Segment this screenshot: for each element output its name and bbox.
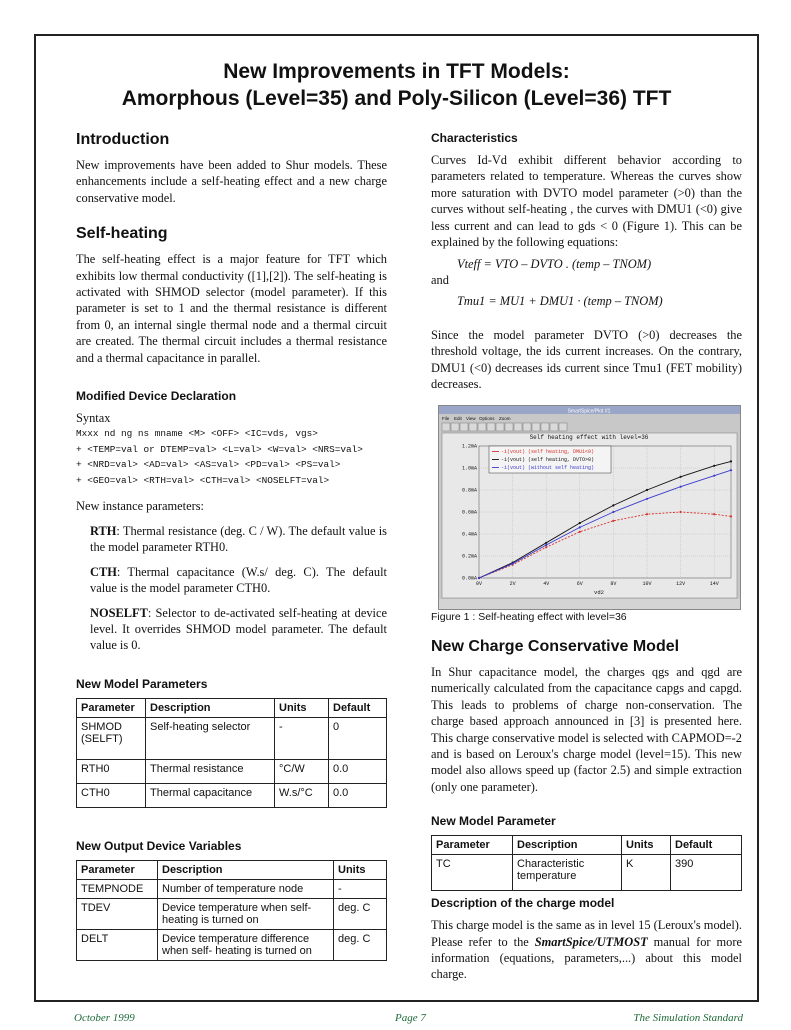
output-vars-table bbox=[76, 860, 387, 961]
legend bbox=[492, 449, 594, 471]
figure-svg bbox=[439, 406, 740, 609]
table-cell: - bbox=[334, 879, 387, 898]
y-tick-label: 0.0mA bbox=[461, 575, 477, 582]
page-title bbox=[34, 58, 759, 112]
series-point bbox=[545, 544, 547, 546]
table-cell: 390 bbox=[671, 855, 742, 891]
table-row bbox=[77, 879, 387, 898]
charge-desc-heading: Description of the charge model bbox=[431, 896, 615, 911]
series-point bbox=[646, 498, 648, 500]
table-cell: deg. C bbox=[334, 898, 387, 929]
param-cth-name: CTH bbox=[90, 564, 117, 579]
charge-model-text: In Shur capacitance model, the charges qgs and qgd are numerically calculated from the capacitance capgs and capgd. This leads to problems of charge non-conservation. The charge based approach announced in [3] is presented here. This charge conservative model is selected with CAPMOD=-2 and is based on Leroux's charge model (level=15). This new model also allows speed up (factor 2.5) and simple extraction (only one parameter). bbox=[431, 665, 742, 794]
toolbar-button[interactable] bbox=[496, 423, 504, 431]
table-row bbox=[77, 929, 387, 960]
series-point bbox=[680, 476, 682, 478]
y-tick-label: 0.4mA bbox=[461, 531, 477, 538]
table-cell: 0.0 bbox=[329, 783, 387, 807]
table-cell: 0.0 bbox=[329, 759, 387, 783]
toolbar-button[interactable] bbox=[460, 423, 468, 431]
series-point bbox=[730, 515, 732, 517]
table-cell: K bbox=[622, 855, 671, 891]
characteristics-text-2: Since the model parameter DVTO (>0) decreases the threshold voltage, the ids current increases. On the contrary, DMU1 (<0) decreases ids current since Tmu1 (FET mobility) decreases. bbox=[431, 327, 742, 392]
param-cth-text: : Thermal capacitance (W.s/ deg. C). The default value is the model parameter CTH0. bbox=[90, 564, 387, 596]
footer-publication: The Simulation Standard bbox=[633, 1012, 743, 1024]
series-point bbox=[730, 469, 732, 471]
th-parameter: Parameter bbox=[77, 860, 158, 879]
figure-caption: Figure 1 : Self-heating effect with level=36 bbox=[431, 611, 627, 623]
charge-model-heading: New Charge Conservative Model bbox=[431, 638, 680, 655]
selfheating-text: The self-heating effect is a major feature for TFT which exhibits low thermal conductivity ([1],[2]). The self-heating is activated with SHMOD selector (model parameter). If this parameter is set to 1 and the thermal resistance is different from 0, an internal single thermal node and a thermal circuit are created. The thermal circuit includes a thermal resistance and a thermal capacitance in parallel. bbox=[76, 252, 387, 365]
declaration-heading: Modified Device Declaration bbox=[76, 389, 237, 404]
param-rth-name: RTH bbox=[90, 523, 117, 538]
y-tick-label: 0.8mA bbox=[461, 487, 477, 494]
toolbar-button[interactable] bbox=[469, 423, 477, 431]
toolbar-button[interactable] bbox=[559, 423, 567, 431]
table-row bbox=[432, 855, 742, 891]
th-description: Description bbox=[146, 698, 275, 717]
y-tick-label: 1.0mA bbox=[461, 465, 477, 472]
menu-bar bbox=[442, 416, 511, 421]
x-tick-label: 14V bbox=[709, 581, 719, 587]
toolbar-button[interactable] bbox=[532, 423, 540, 431]
footer-page: Page 7 bbox=[395, 1012, 426, 1024]
equation-and: and bbox=[431, 273, 449, 288]
syntax-line-2: + <TEMP=val or DTEMP=val> <L=val> <W=val> <NRS=val> bbox=[76, 443, 363, 455]
series-point bbox=[579, 522, 581, 524]
figure-window bbox=[438, 405, 741, 610]
series-point bbox=[713, 465, 715, 467]
table-cell: Characteristic temperature bbox=[513, 855, 622, 891]
table-header-row bbox=[77, 860, 387, 879]
table-cell: DELT bbox=[77, 929, 158, 960]
intro-heading: Introduction bbox=[76, 131, 170, 148]
table-cell: TC bbox=[432, 855, 513, 891]
toolbar-button[interactable] bbox=[523, 423, 531, 431]
x-tick-label: 2V bbox=[509, 581, 516, 587]
y-tick-label: 0.2mA bbox=[461, 553, 477, 560]
charge-desc-manual: SmartSpice/UTMOST bbox=[534, 934, 648, 949]
param-noselft-name: NOSELFT bbox=[90, 605, 148, 620]
series-point bbox=[545, 546, 547, 548]
toolbar bbox=[442, 423, 567, 431]
table-cell: RTH0 bbox=[77, 759, 146, 783]
legend-entry: -i(vout) (without self heating) bbox=[501, 465, 595, 471]
charge-desc-text-a: This charge model is the same as in level 15 (Leroux's model). Please refer to the bbox=[431, 918, 742, 949]
param-rth-text: : Thermal resistance (deg. C / W). The default value is the model parameter RTH0. bbox=[90, 523, 387, 555]
series-point bbox=[680, 511, 682, 513]
instance-label: New instance parameters: bbox=[76, 499, 204, 514]
th-units: Units bbox=[334, 860, 387, 879]
y-tick-label: 1.2mA bbox=[461, 443, 477, 450]
right-column-lower bbox=[431, 611, 742, 983]
table-cell: 0 bbox=[329, 717, 387, 759]
param-noselft-text: : Selector to de-activated self-heating at device level. It overrides SHMOD model parameter. The default value is 0. bbox=[90, 605, 387, 653]
table-cell: SHMOD (SELFT) bbox=[77, 717, 146, 759]
table-cell: CTH0 bbox=[77, 783, 146, 807]
toolbar-button[interactable] bbox=[478, 423, 486, 431]
toolbar-button[interactable] bbox=[505, 423, 513, 431]
syntax-line-3: + <NRD=val> <AD=val> <AS=val> <PD=val> <PS=val> bbox=[76, 459, 341, 471]
series-point bbox=[612, 520, 614, 522]
syntax-label: Syntax bbox=[76, 411, 111, 426]
table-cell: Number of temperature node bbox=[158, 879, 334, 898]
toolbar-button[interactable] bbox=[541, 423, 549, 431]
table-cell: TEMPNODE bbox=[77, 879, 158, 898]
model-params-heading: New Model Parameters bbox=[76, 676, 208, 691]
syntax-line-1: Mxxx nd ng ns mname <M> <OFF> <IC=vds, vgs> bbox=[76, 428, 318, 440]
series-point bbox=[646, 489, 648, 491]
charge-desc-text-b: manual for more information (equations, parameters,...) about this model charge. bbox=[431, 934, 743, 982]
table-header-row bbox=[432, 836, 742, 855]
y-tick-label: 0.6mA bbox=[461, 509, 477, 516]
window-title: SmartSpice/Plot #1 bbox=[567, 408, 611, 415]
table-cell: Device temperature difference when self- heating is turned on bbox=[158, 929, 334, 960]
table-header-row bbox=[77, 698, 387, 717]
intro-text: New improvements have been added to Shur models. These enhancements include a self-heating effect and a new charge conservative model. bbox=[76, 158, 387, 205]
param-cth bbox=[76, 564, 387, 597]
equation-2: Tmu1 = MU1 + DMU1 · (temp – TNOM) bbox=[457, 293, 663, 308]
param-rth bbox=[76, 523, 387, 556]
th-description: Description bbox=[513, 836, 622, 855]
right-column bbox=[431, 130, 742, 392]
equation-1: Vteff = VTO – DVTO . (temp – TNOM) bbox=[457, 257, 652, 272]
menu-file[interactable]: File bbox=[442, 416, 450, 421]
charge-desc-text bbox=[431, 917, 742, 983]
footer-date: October 1999 bbox=[74, 1012, 135, 1024]
table-cell: - bbox=[275, 717, 329, 759]
legend-entry: -i(vout) (self heating, DVTO>0) bbox=[501, 457, 595, 463]
menu-options[interactable]: Options bbox=[479, 416, 495, 421]
table-row bbox=[77, 898, 387, 929]
series-point bbox=[713, 475, 715, 477]
table-cell: Device temperature when self-heating is turned on bbox=[158, 898, 334, 929]
left-column bbox=[76, 130, 387, 961]
plot-title: Self heating effect with level=36 bbox=[529, 434, 649, 441]
title-line-1: New Improvements in TFT Models: bbox=[223, 60, 570, 83]
table-cell: Thermal resistance bbox=[146, 759, 275, 783]
th-units: Units bbox=[275, 698, 329, 717]
series-point bbox=[680, 486, 682, 488]
series-point bbox=[713, 513, 715, 515]
table-cell: W.s/°C bbox=[275, 783, 329, 807]
x-tick-label: 8V bbox=[610, 581, 617, 587]
x-tick-label: 0V bbox=[475, 581, 483, 587]
menu-edit[interactable]: Edit bbox=[454, 416, 462, 421]
title-line-2: Amorphous (Level=35) and Poly-Silicon (Level=36) TFT bbox=[121, 87, 672, 110]
series-point bbox=[730, 460, 732, 462]
series-point bbox=[579, 526, 581, 528]
model-params-table bbox=[76, 698, 387, 808]
charge-param-heading: New Model Parameter bbox=[431, 814, 556, 829]
x-tick-label: 12V bbox=[676, 581, 686, 587]
characteristics-heading: Characteristics bbox=[431, 131, 518, 145]
param-noselft bbox=[76, 605, 387, 654]
x-tick-label: 6V bbox=[576, 581, 583, 587]
table-cell: Thermal capacitance bbox=[146, 783, 275, 807]
series-point bbox=[612, 511, 614, 513]
series-point bbox=[646, 513, 648, 515]
table-row bbox=[77, 717, 387, 759]
th-description: Description bbox=[158, 860, 334, 879]
x-tick-label: 10V bbox=[642, 581, 652, 587]
x-axis-label: vd2 bbox=[594, 589, 604, 596]
series-point bbox=[512, 563, 514, 565]
table-cell: deg. C bbox=[334, 929, 387, 960]
menu-view[interactable]: View bbox=[466, 416, 476, 421]
table-cell: TDEV bbox=[77, 898, 158, 929]
toolbar-button[interactable] bbox=[514, 423, 522, 431]
menu-zoom[interactable]: Zoom bbox=[499, 416, 511, 421]
table-cell: Self-heating selector bbox=[146, 717, 275, 759]
toolbar-button[interactable] bbox=[451, 423, 459, 431]
th-default: Default bbox=[671, 836, 742, 855]
characteristics-text: Curves Id-Vd exhibit different behavior according to parameters related to temperature. Whereas the curves show more saturation with DVTO model parameter (>0) than the curves without self-heating , the curves with DMU1 (<0) give less current and can lead to gds < 0 (Figure 1). This can be explained by the following equations: bbox=[431, 153, 742, 250]
th-units: Units bbox=[622, 836, 671, 855]
th-default: Default bbox=[329, 698, 387, 717]
output-vars-heading: New Output Device Variables bbox=[76, 838, 242, 853]
series-point bbox=[612, 504, 614, 506]
legend-entry: -i(vout) (self heating, DMU1<0) bbox=[501, 449, 595, 455]
x-tick-label: 4V bbox=[543, 581, 550, 587]
syntax-line-4: + <GEO=val> <RTH=val> <CTH=val> <NOSELFT=val> bbox=[76, 474, 330, 486]
table-cell: °C/W bbox=[275, 759, 329, 783]
series-point bbox=[579, 531, 581, 533]
series-point bbox=[478, 577, 480, 579]
toolbar-button[interactable] bbox=[442, 423, 450, 431]
th-parameter: Parameter bbox=[432, 836, 513, 855]
toolbar-button[interactable] bbox=[550, 423, 558, 431]
selfheating-heading: Self-heating bbox=[76, 225, 168, 243]
th-parameter: Parameter bbox=[77, 698, 146, 717]
charge-param-table bbox=[431, 835, 742, 891]
status-bar bbox=[439, 599, 740, 609]
table-row bbox=[77, 759, 387, 783]
table-row bbox=[77, 783, 387, 807]
toolbar-button[interactable] bbox=[487, 423, 495, 431]
series-point bbox=[545, 542, 547, 544]
